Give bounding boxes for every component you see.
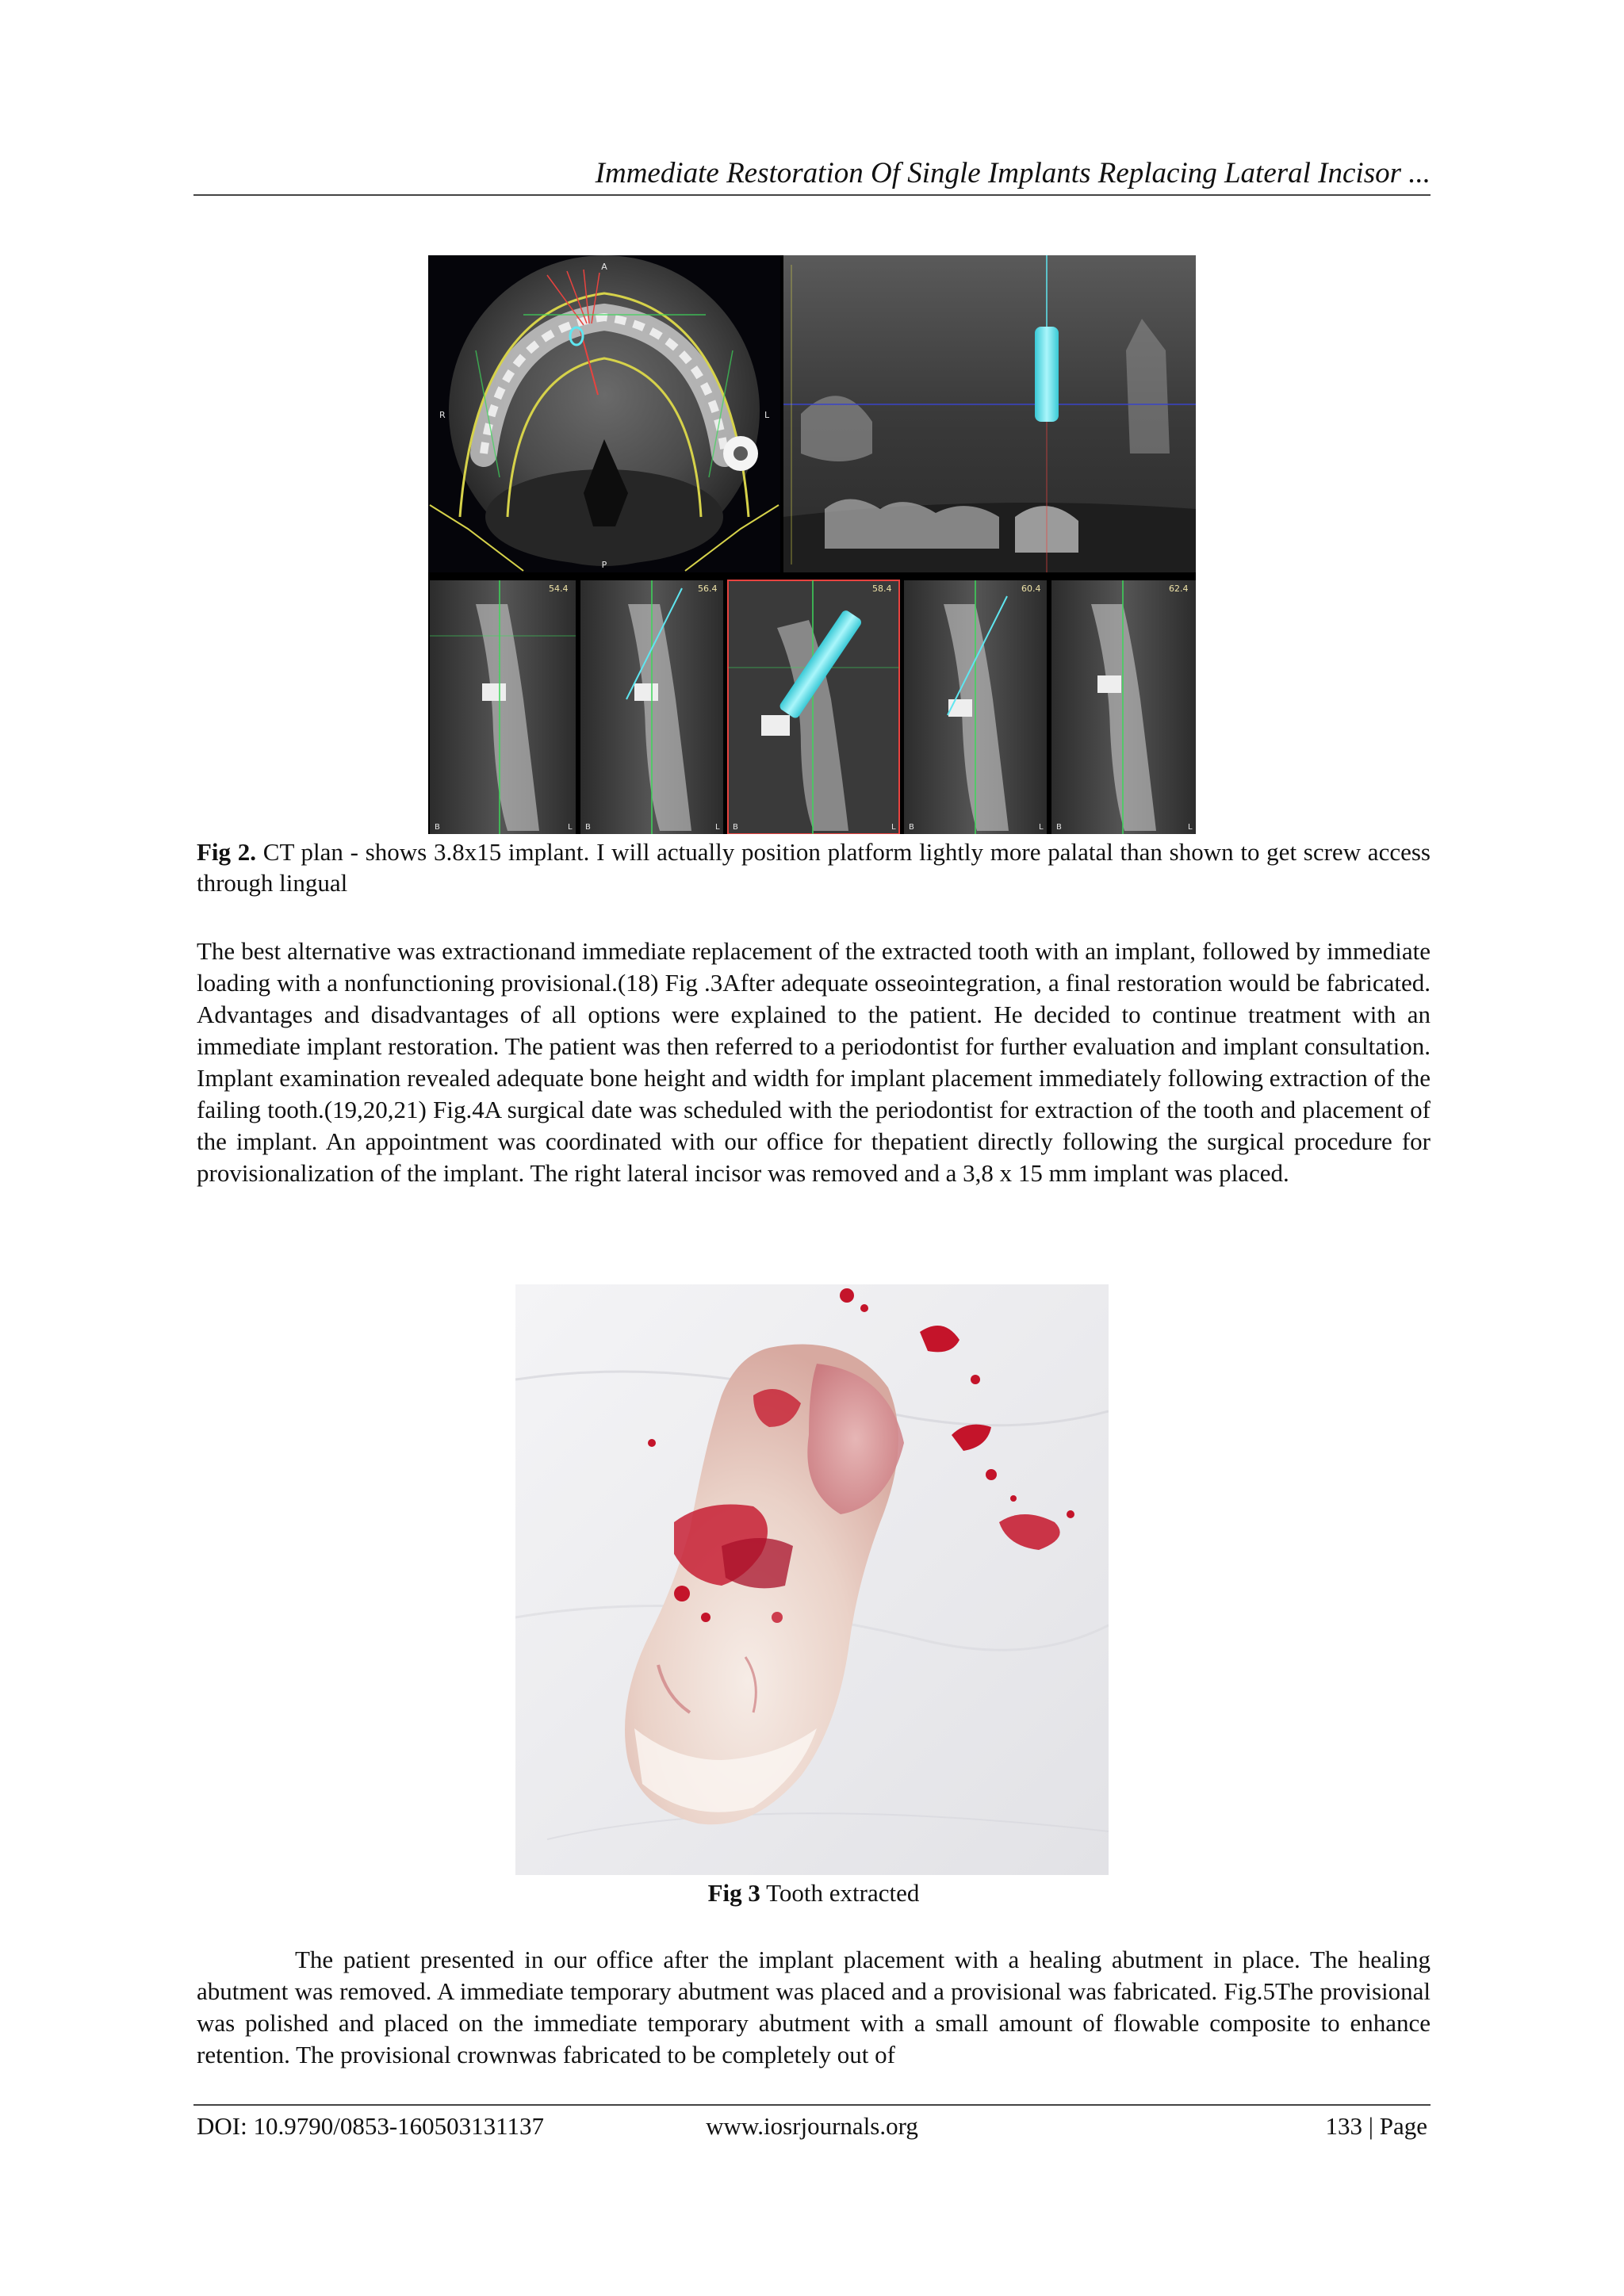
axial-label-l: L — [764, 410, 770, 420]
ct-cross-section-icon — [728, 580, 899, 834]
ct-axial-scan-icon — [428, 255, 780, 572]
body-paragraph-2: The patient presented in our office after the implant placement with a healing abutment in place. The healing abutment was removed. A immediate temporary abutment was placed and a provisional was fabricated. Fig.5The provisional was polished and placed on the immediate temporary abutment with a small amount of flowable composite to enhance retention. The provisional crownwas fabricated to be completely out of — [197, 1946, 1431, 2068]
slice-4-label: 60.4 — [1021, 584, 1041, 594]
figure-3-caption — [197, 1877, 1431, 1909]
ct-cross-section-icon — [580, 580, 723, 834]
slice-label-l: L — [891, 823, 896, 832]
slice-label-b: B — [1056, 823, 1062, 832]
footer-page-number: 133 | Page — [1325, 2112, 1427, 2140]
running-head: Immediate Restoration Of Single Implants Replacing Lateral Incisor ... — [595, 157, 1431, 189]
figure-2-ct-plan — [428, 255, 1196, 834]
ct-cross-section-icon — [430, 580, 576, 834]
slice-2-label: 56.4 — [698, 584, 718, 594]
figure-3-caption-text: Tooth extracted — [760, 1879, 920, 1907]
slice-label-l: L — [1188, 823, 1193, 832]
axial-label-a: A — [601, 262, 607, 272]
ct-plan-image — [428, 255, 1196, 834]
slice-label-b: B — [909, 823, 914, 832]
implant-cylinder-icon — [1035, 327, 1059, 422]
slice-label-b: B — [733, 823, 738, 832]
slice-label-l: L — [1039, 823, 1044, 832]
ct-panoramic-scan-icon — [783, 255, 1196, 572]
ct-cross-section-strip — [428, 579, 1196, 834]
figure-3-label: Fig 3 — [707, 1879, 760, 1907]
extracted-tooth-photo-icon — [515, 1284, 1109, 1875]
header-rule — [193, 194, 1431, 196]
footer-doi: DOI: 10.9790/0853-160503131137 — [197, 2112, 544, 2140]
footer-rule — [193, 2104, 1431, 2106]
axial-label-p: P — [601, 560, 607, 570]
axial-label-r: R — [439, 410, 446, 420]
ct-cross-section-icon — [1051, 580, 1196, 834]
slice-label-b: B — [435, 823, 440, 832]
figure-2-caption — [197, 836, 1431, 898]
slice-label-l: L — [568, 823, 573, 832]
figure-2-label: Fig 2. — [197, 838, 257, 866]
slice-1-label: 54.4 — [549, 584, 569, 594]
footer-website-link[interactable]: www.iosrjournals.org — [706, 2112, 918, 2140]
figure-3-tooth-photo — [515, 1284, 1109, 1875]
figure-2-caption-text: CT plan - shows 3.8x15 implant. I will actually position platform lightly more palatal than shown to get screw access through lingual — [197, 838, 1431, 897]
slice-3-label: 58.4 — [872, 584, 892, 594]
slice-5-label: 62.4 — [1169, 584, 1189, 594]
slice-label-b: B — [585, 823, 591, 832]
body-paragraph-1: The best alternative was extractionand immediate replacement of the extracted tooth with an implant, followed by immediate loading with a nonfunctioning provisional.(18) Fig .3After adequate osseointegration, a final restoration would be fabricated. Advantages and disadvantages of all options were explained to the patient. He decided to continue treatment with an immediate implant restoration. The patient was then referred to a periodontist for further evaluation and implant consultation. Implant examination revealed adequate bone height and width for implant placement immediately following extraction of the failing tooth.(19,20,21) Fig.4A surgical date was scheduled with the periodontist for extraction of the tooth and placement of the implant. An appointment was coordinated with our office for thepatient directly following the surgical procedure for provisionalization of the implant. The right lateral incisor was removed and a 3,8 x 15 mm implant was placed. — [197, 937, 1431, 1187]
slice-label-l: L — [715, 823, 720, 832]
ct-cross-section-icon — [904, 580, 1047, 834]
